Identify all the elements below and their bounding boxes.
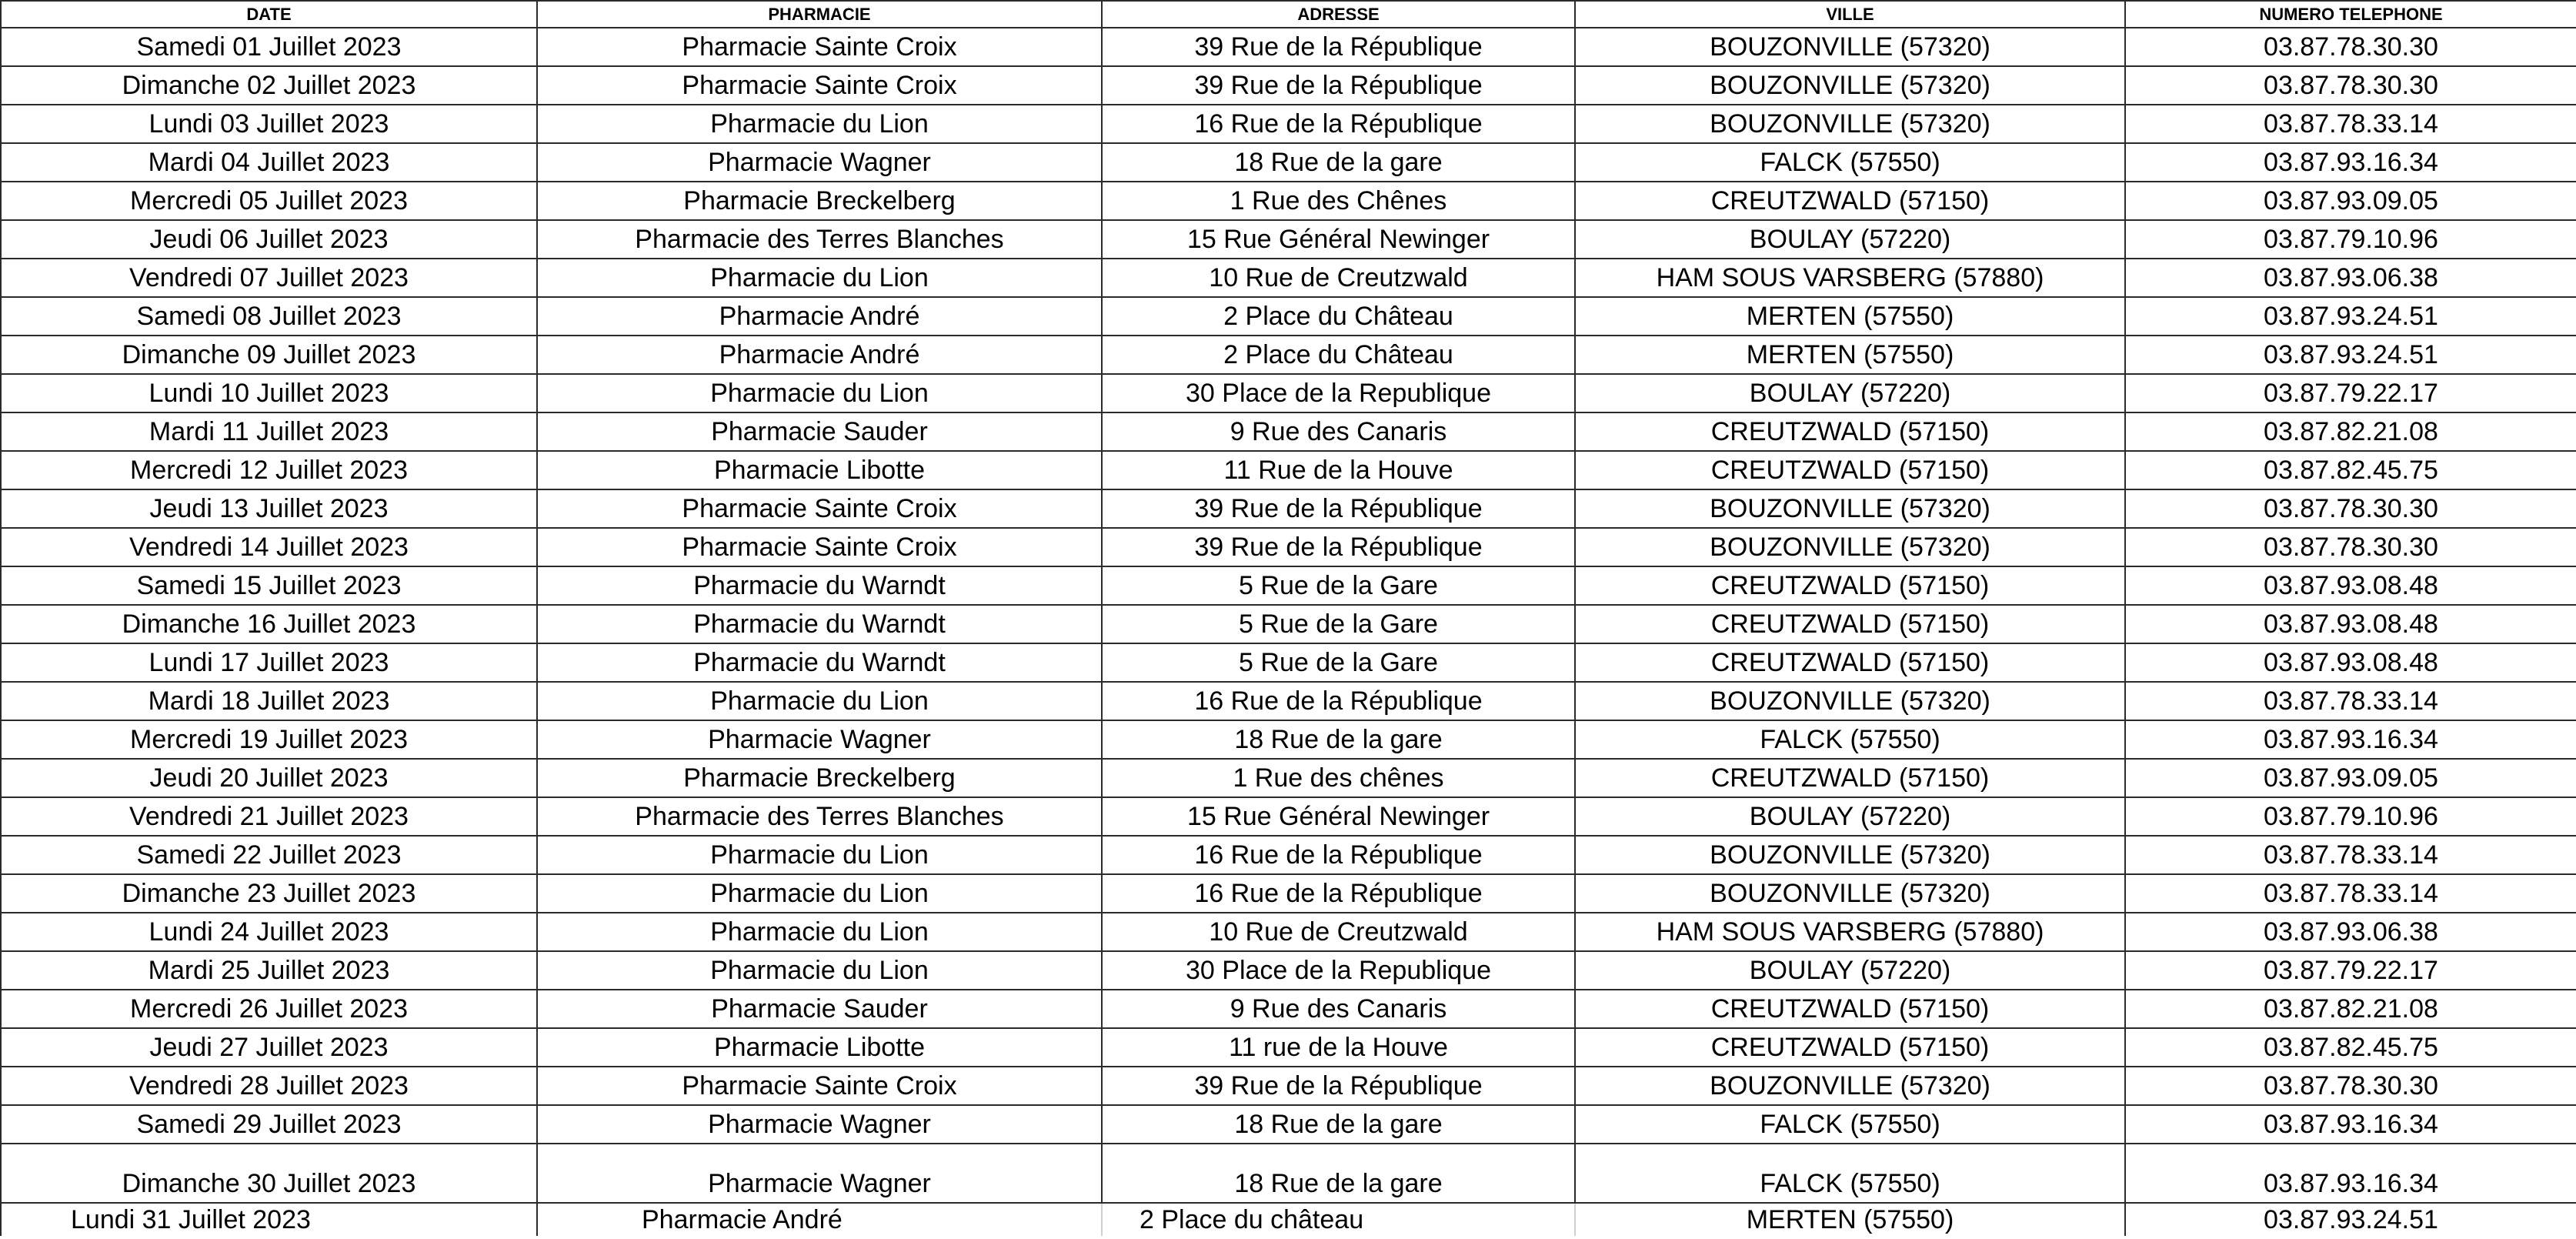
cell-date: Samedi 15 Juillet 2023 xyxy=(1,566,537,605)
cell-telephone: 03.87.93.06.38 xyxy=(2125,259,2576,297)
cell-adresse: 11 Rue de la Houve xyxy=(1102,451,1575,489)
cell-telephone: 03.87.93.08.48 xyxy=(2125,566,2576,605)
cell-date: Samedi 29 Juillet 2023 xyxy=(1,1105,537,1144)
cell-telephone: 03.87.78.30.30 xyxy=(2125,489,2576,528)
cell-date: Dimanche 16 Juillet 2023 xyxy=(1,605,537,643)
cell-telephone: 03.87.79.22.17 xyxy=(2125,951,2576,990)
cell-adresse: 18 Rue de la gare xyxy=(1102,720,1575,759)
table-row xyxy=(1,412,2576,451)
table-row xyxy=(1,566,2576,605)
cell-pharmacie: Pharmacie Wagner xyxy=(537,720,1102,759)
cell-pharmacie: Pharmacie du Warndt xyxy=(537,566,1102,605)
cell-telephone: 03.87.93.09.05 xyxy=(2125,759,2576,797)
cell-ville: HAM SOUS VARSBERG (57880) xyxy=(1575,259,2125,297)
cell-pharmacie: Pharmacie du Lion xyxy=(537,951,1102,990)
cell-ville: CREUTZWALD (57150) xyxy=(1575,605,2125,643)
cell-telephone: 03.87.78.33.14 xyxy=(2125,105,2576,143)
table-row xyxy=(1,1144,2576,1203)
cell-pharmacie: Pharmacie Sainte Croix xyxy=(537,528,1102,566)
table-row xyxy=(1,489,2576,528)
cell-adresse: 10 Rue de Creutzwald xyxy=(1102,913,1575,951)
cell-date: Jeudi 13 Juillet 2023 xyxy=(1,489,537,528)
table-row xyxy=(1,336,2576,374)
cell-pharmacie: Pharmacie du Lion xyxy=(537,259,1102,297)
cell-adresse: 39 Rue de la République xyxy=(1102,28,1575,66)
cell-pharmacie: Pharmacie du Lion xyxy=(537,374,1102,412)
cell-adresse: 39 Rue de la République xyxy=(1102,489,1575,528)
header-row xyxy=(1,1,2576,28)
table-row xyxy=(1,66,2576,105)
cell-telephone: 03.87.93.24.51 xyxy=(2125,297,2576,336)
cell-pharmacie: Pharmacie André xyxy=(537,297,1102,336)
cell-telephone: 03.87.78.33.14 xyxy=(2125,836,2576,874)
cell-ville: MERTEN (57550) xyxy=(1575,336,2125,374)
header-adresse: ADRESSE xyxy=(1102,1,1575,28)
cell-date: Jeudi 27 Juillet 2023 xyxy=(1,1028,537,1067)
cell-telephone: 03.87.93.24.51 xyxy=(2125,1203,2576,1236)
cell-telephone: 03.87.93.16.34 xyxy=(2125,720,2576,759)
cell-pharmacie: Pharmacie Wagner xyxy=(537,1144,1102,1203)
cell-adresse: 1 Rue des Chênes xyxy=(1102,182,1575,220)
cell-ville: CREUTZWALD (57150) xyxy=(1575,566,2125,605)
cell-date: Samedi 01 Juillet 2023 xyxy=(1,28,537,66)
cell-adresse: 30 Place de la Republique xyxy=(1102,951,1575,990)
table-row xyxy=(1,605,2576,643)
table-row xyxy=(1,182,2576,220)
table-row xyxy=(1,643,2576,682)
cell-date: Lundi 31 Juillet 2023 xyxy=(1,1203,537,1236)
table-row xyxy=(1,951,2576,990)
cell-ville: BOUZONVILLE (57320) xyxy=(1575,682,2125,720)
cell-adresse: 5 Rue de la Gare xyxy=(1102,566,1575,605)
cell-adresse: 5 Rue de la Gare xyxy=(1102,643,1575,682)
cell-telephone: 03.87.93.06.38 xyxy=(2125,913,2576,951)
cell-telephone: 03.87.93.24.51 xyxy=(2125,336,2576,374)
cell-pharmacie: Pharmacie Breckelberg xyxy=(537,182,1102,220)
table-row xyxy=(1,720,2576,759)
cell-telephone: 03.87.93.08.48 xyxy=(2125,643,2576,682)
cell-adresse: 39 Rue de la République xyxy=(1102,66,1575,105)
cell-ville: MERTEN (57550) xyxy=(1575,297,2125,336)
cell-ville: BOUZONVILLE (57320) xyxy=(1575,1067,2125,1105)
cell-ville: BOUZONVILLE (57320) xyxy=(1575,66,2125,105)
cell-pharmacie: Pharmacie du Lion xyxy=(537,874,1102,913)
cell-adresse: 16 Rue de la République xyxy=(1102,682,1575,720)
cell-telephone: 03.87.82.21.08 xyxy=(2125,990,2576,1028)
cell-ville: BOULAY (57220) xyxy=(1575,797,2125,836)
cell-ville: BOUZONVILLE (57320) xyxy=(1575,836,2125,874)
cell-date: Vendredi 07 Juillet 2023 xyxy=(1,259,537,297)
cell-telephone: 03.87.78.30.30 xyxy=(2125,28,2576,66)
cell-pharmacie: Pharmacie du Warndt xyxy=(537,643,1102,682)
cell-date: Lundi 17 Juillet 2023 xyxy=(1,643,537,682)
cell-ville: BOUZONVILLE (57320) xyxy=(1575,489,2125,528)
cell-telephone: 03.87.93.09.05 xyxy=(2125,182,2576,220)
cell-pharmacie: Pharmacie Sainte Croix xyxy=(537,66,1102,105)
cell-date: Lundi 24 Juillet 2023 xyxy=(1,913,537,951)
table-row xyxy=(1,28,2576,66)
cell-pharmacie: Pharmacie du Lion xyxy=(537,913,1102,951)
cell-ville: CREUTZWALD (57150) xyxy=(1575,990,2125,1028)
cell-ville: BOUZONVILLE (57320) xyxy=(1575,28,2125,66)
cell-adresse: 18 Rue de la gare xyxy=(1102,143,1575,182)
cell-pharmacie: Pharmacie Sainte Croix xyxy=(537,489,1102,528)
table-row xyxy=(1,1105,2576,1144)
cell-pharmacie: Pharmacie du Lion xyxy=(537,836,1102,874)
cell-telephone: 03.87.93.16.34 xyxy=(2125,1144,2576,1203)
cell-ville: BOULAY (57220) xyxy=(1575,374,2125,412)
cell-ville: MERTEN (57550) xyxy=(1575,1203,2125,1236)
cell-date: Mercredi 26 Juillet 2023 xyxy=(1,990,537,1028)
cell-pharmacie: Pharmacie Libotte xyxy=(537,451,1102,489)
table-row xyxy=(1,528,2576,566)
table-row xyxy=(1,1067,2576,1105)
cell-adresse: 5 Rue de la Gare xyxy=(1102,605,1575,643)
cell-date: Vendredi 21 Juillet 2023 xyxy=(1,797,537,836)
cell-pharmacie: Pharmacie Sainte Croix xyxy=(537,28,1102,66)
cell-telephone: 03.87.78.30.30 xyxy=(2125,66,2576,105)
cell-pharmacie: Pharmacie André xyxy=(537,336,1102,374)
cell-ville: FALCK (57550) xyxy=(1575,720,2125,759)
cell-pharmacie: Pharmacie Sainte Croix xyxy=(537,1067,1102,1105)
table-row xyxy=(1,1203,2576,1236)
cell-telephone: 03.87.82.45.75 xyxy=(2125,1028,2576,1067)
cell-telephone: 03.87.82.45.75 xyxy=(2125,451,2576,489)
cell-ville: CREUTZWALD (57150) xyxy=(1575,182,2125,220)
table-row xyxy=(1,874,2576,913)
cell-date: Mardi 04 Juillet 2023 xyxy=(1,143,537,182)
cell-ville: FALCK (57550) xyxy=(1575,1144,2125,1203)
cell-adresse: 1 Rue des chênes xyxy=(1102,759,1575,797)
header-telephone: NUMERO TELEPHONE xyxy=(2125,1,2576,28)
cell-ville: BOUZONVILLE (57320) xyxy=(1575,105,2125,143)
cell-pharmacie: Pharmacie des Terres Blanches xyxy=(537,220,1102,259)
cell-adresse: 18 Rue de la gare xyxy=(1102,1105,1575,1144)
cell-ville: CREUTZWALD (57150) xyxy=(1575,1028,2125,1067)
cell-date: Mardi 18 Juillet 2023 xyxy=(1,682,537,720)
cell-telephone: 03.87.93.16.34 xyxy=(2125,143,2576,182)
cell-ville: FALCK (57550) xyxy=(1575,1105,2125,1144)
table-row xyxy=(1,259,2576,297)
cell-adresse: 11 rue de la Houve xyxy=(1102,1028,1575,1067)
cell-date: Vendredi 14 Juillet 2023 xyxy=(1,528,537,566)
cell-date: Mercredi 12 Juillet 2023 xyxy=(1,451,537,489)
table-row xyxy=(1,297,2576,336)
cell-ville: BOULAY (57220) xyxy=(1575,220,2125,259)
cell-pharmacie: Pharmacie des Terres Blanches xyxy=(537,797,1102,836)
table-row xyxy=(1,1028,2576,1067)
cell-date: Dimanche 09 Juillet 2023 xyxy=(1,336,537,374)
cell-adresse: 16 Rue de la République xyxy=(1102,105,1575,143)
cell-telephone: 03.87.79.10.96 xyxy=(2125,797,2576,836)
header-date: DATE xyxy=(1,1,537,28)
cell-pharmacie: Pharmacie Sauder xyxy=(537,990,1102,1028)
header-ville: VILLE xyxy=(1575,1,2125,28)
cell-pharmacie: Pharmacie Libotte xyxy=(537,1028,1102,1067)
cell-ville: BOULAY (57220) xyxy=(1575,951,2125,990)
cell-adresse: 30 Place de la Republique xyxy=(1102,374,1575,412)
cell-adresse: 2 Place du Château xyxy=(1102,297,1575,336)
cell-date: Lundi 03 Juillet 2023 xyxy=(1,105,537,143)
cell-adresse: 2 Place du château xyxy=(1102,1203,1575,1236)
cell-telephone: 03.87.93.16.34 xyxy=(2125,1105,2576,1144)
table-row xyxy=(1,220,2576,259)
cell-adresse: 2 Place du Château xyxy=(1102,336,1575,374)
cell-ville: CREUTZWALD (57150) xyxy=(1575,451,2125,489)
cell-pharmacie: Pharmacie du Lion xyxy=(537,682,1102,720)
cell-adresse: 15 Rue Général Newinger xyxy=(1102,220,1575,259)
cell-pharmacie: Pharmacie du Lion xyxy=(537,105,1102,143)
cell-ville: HAM SOUS VARSBERG (57880) xyxy=(1575,913,2125,951)
cell-date: Mercredi 05 Juillet 2023 xyxy=(1,182,537,220)
header-pharmacie: PHARMACIE xyxy=(537,1,1102,28)
table-row xyxy=(1,836,2576,874)
cell-telephone: 03.87.78.33.14 xyxy=(2125,874,2576,913)
cell-adresse: 9 Rue des Canaris xyxy=(1102,990,1575,1028)
cell-date: Dimanche 23 Juillet 2023 xyxy=(1,874,537,913)
cell-telephone: 03.87.78.33.14 xyxy=(2125,682,2576,720)
cell-pharmacie: Pharmacie Wagner xyxy=(537,143,1102,182)
cell-date: Mardi 11 Juillet 2023 xyxy=(1,412,537,451)
cell-telephone: 03.87.78.30.30 xyxy=(2125,1067,2576,1105)
cell-adresse: 16 Rue de la République xyxy=(1102,874,1575,913)
cell-date: Vendredi 28 Juillet 2023 xyxy=(1,1067,537,1105)
cell-ville: CREUTZWALD (57150) xyxy=(1575,759,2125,797)
cell-date: Mercredi 19 Juillet 2023 xyxy=(1,720,537,759)
cell-pharmacie: Pharmacie Wagner xyxy=(537,1105,1102,1144)
cell-date: Mardi 25 Juillet 2023 xyxy=(1,951,537,990)
cell-date: Jeudi 06 Juillet 2023 xyxy=(1,220,537,259)
cell-adresse: 39 Rue de la République xyxy=(1102,528,1575,566)
table-row xyxy=(1,990,2576,1028)
cell-ville: BOUZONVILLE (57320) xyxy=(1575,528,2125,566)
cell-ville: CREUTZWALD (57150) xyxy=(1575,643,2125,682)
cell-ville: FALCK (57550) xyxy=(1575,143,2125,182)
table-row xyxy=(1,374,2576,412)
cell-adresse: 10 Rue de Creutzwald xyxy=(1102,259,1575,297)
cell-adresse: 18 Rue de la gare xyxy=(1102,1144,1575,1203)
cell-adresse: 9 Rue des Canaris xyxy=(1102,412,1575,451)
cell-date: Samedi 08 Juillet 2023 xyxy=(1,297,537,336)
cell-telephone: 03.87.79.22.17 xyxy=(2125,374,2576,412)
cell-date: Samedi 22 Juillet 2023 xyxy=(1,836,537,874)
table-row xyxy=(1,913,2576,951)
cell-pharmacie: Pharmacie Breckelberg xyxy=(537,759,1102,797)
table-row xyxy=(1,451,2576,489)
cell-date: Dimanche 30 Juillet 2023 xyxy=(1,1144,537,1203)
cell-adresse: 16 Rue de la République xyxy=(1102,836,1575,874)
cell-date: Dimanche 02 Juillet 2023 xyxy=(1,66,537,105)
cell-telephone: 03.87.93.08.48 xyxy=(2125,605,2576,643)
cell-ville: CREUTZWALD (57150) xyxy=(1575,412,2125,451)
cell-pharmacie: Pharmacie André xyxy=(537,1203,1102,1236)
cell-telephone: 03.87.78.30.30 xyxy=(2125,528,2576,566)
cell-date: Lundi 10 Juillet 2023 xyxy=(1,374,537,412)
table-row xyxy=(1,682,2576,720)
cell-ville: BOUZONVILLE (57320) xyxy=(1575,874,2125,913)
cell-date: Jeudi 20 Juillet 2023 xyxy=(1,759,537,797)
table-row xyxy=(1,105,2576,143)
cell-pharmacie: Pharmacie du Warndt xyxy=(537,605,1102,643)
cell-pharmacie: Pharmacie Sauder xyxy=(537,412,1102,451)
table-row xyxy=(1,143,2576,182)
table-row xyxy=(1,797,2576,836)
table-row xyxy=(1,759,2576,797)
cell-telephone: 03.87.82.21.08 xyxy=(2125,412,2576,451)
cell-adresse: 39 Rue de la République xyxy=(1102,1067,1575,1105)
cell-telephone: 03.87.79.10.96 xyxy=(2125,220,2576,259)
cell-adresse: 15 Rue Général Newinger xyxy=(1102,797,1575,836)
